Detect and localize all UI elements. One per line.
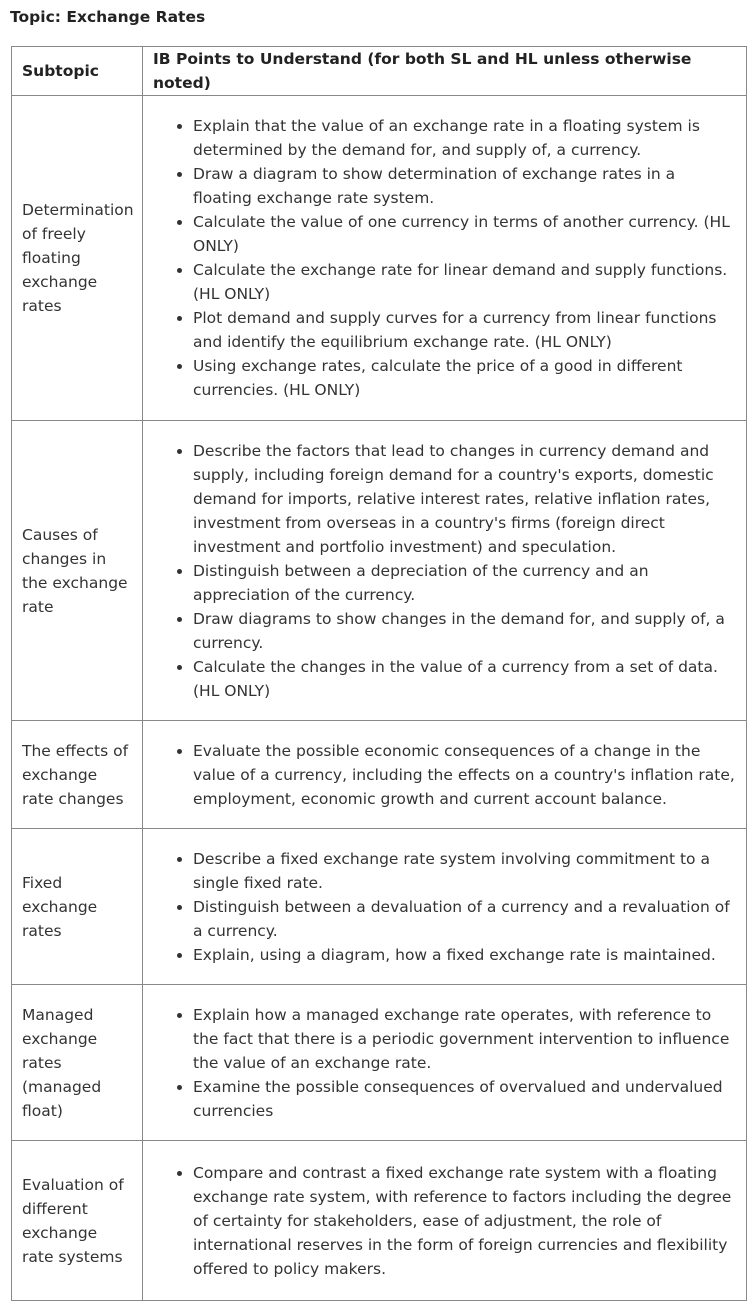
points-cell	[143, 421, 747, 721]
subtopic-cell: Managed exchange rates (managed float)	[12, 985, 143, 1141]
list-item: • Explain, using a diagram, how a fixed exchange rate is maintained.	[193, 943, 736, 967]
points-list	[155, 439, 736, 703]
subtopic-cell: Fixed exchange rates	[12, 829, 143, 985]
points-cell	[143, 96, 747, 421]
subtopic-cell: Causes of changes in the exchange rate	[12, 421, 143, 721]
list-item: • Explain that the value of an exchange rate in a floating system is determined by the demand for, and supply of, a currency.	[193, 114, 736, 162]
points-list	[155, 847, 736, 967]
column-header-points: IB Points to Understand (for both SL and HL unless otherwise noted)	[143, 47, 747, 96]
points-cell	[143, 829, 747, 985]
table-row	[12, 985, 747, 1141]
syllabus-table	[11, 46, 747, 1301]
points-list	[155, 114, 736, 402]
list-item: • Draw diagrams to show changes in the demand for, and supply of, a currency.	[193, 607, 736, 655]
column-header-subtopic: Subtopic	[12, 47, 143, 96]
list-item: • Using exchange rates, calculate the price of a good in different currencies. (HL ONLY)	[193, 354, 736, 402]
list-item: • Calculate the changes in the value of a currency from a set of data. (HL ONLY)	[193, 655, 736, 703]
table-row	[12, 421, 747, 721]
list-item: • Distinguish between a depreciation of the currency and an appreciation of the currency.	[193, 559, 736, 607]
table-header-row	[12, 47, 747, 96]
table-row	[12, 829, 747, 985]
page-title: Topic: Exchange Rates	[10, 8, 206, 26]
points-list	[155, 1161, 736, 1281]
list-item: • Plot demand and supply curves for a currency from linear functions and identify the equilibrium exchange rate. (HL ONLY)	[193, 306, 736, 354]
table-row	[12, 96, 747, 421]
points-cell	[143, 721, 747, 829]
list-item: • Describe the factors that lead to changes in currency demand and supply, including foreign demand for a country's exports, domestic demand for imports, relative interest rates, relative inflation rates, investment from overseas in a country's firms (foreign direct investment and portfolio investment) and speculation.	[193, 439, 736, 559]
table-row	[12, 721, 747, 829]
subtopic-cell: The effects of exchange rate changes	[12, 721, 143, 829]
subtopic-cell: Evaluation of different exchange rate systems	[12, 1141, 143, 1301]
points-cell	[143, 1141, 747, 1301]
list-item: • Calculate the exchange rate for linear demand and supply functions. (HL ONLY)	[193, 258, 736, 306]
list-item: • Explain how a managed exchange rate operates, with reference to the fact that there is a periodic government intervention to influence the value of an exchange rate.	[193, 1003, 736, 1075]
list-item: • Draw a diagram to show determination of exchange rates in a floating exchange rate system.	[193, 162, 736, 210]
list-item: • Describe a fixed exchange rate system involving commitment to a single fixed rate.	[193, 847, 736, 895]
list-item: • Evaluate the possible economic consequences of a change in the value of a currency, including the effects on a country's inflation rate, employment, economic growth and current account balance.	[193, 739, 736, 811]
points-list	[155, 1003, 736, 1123]
table-row	[12, 1141, 747, 1301]
subtopic-cell: Determination of freely floating exchange rates	[12, 96, 143, 421]
list-item: • Distinguish between a devaluation of a currency and a revaluation of a currency.	[193, 895, 736, 943]
list-item: • Examine the possible consequences of overvalued and undervalued currencies	[193, 1075, 736, 1123]
points-list	[155, 739, 736, 811]
points-cell	[143, 985, 747, 1141]
list-item: • Calculate the value of one currency in terms of another currency. (HL ONLY)	[193, 210, 736, 258]
list-item: • Compare and contrast a fixed exchange rate system with a floating exchange rate system, with reference to factors including the degree of certainty for stakeholders, ease of adjustment, the role of international reserves in the form of foreign currencies and flexibility offered to policy makers.	[193, 1161, 736, 1281]
